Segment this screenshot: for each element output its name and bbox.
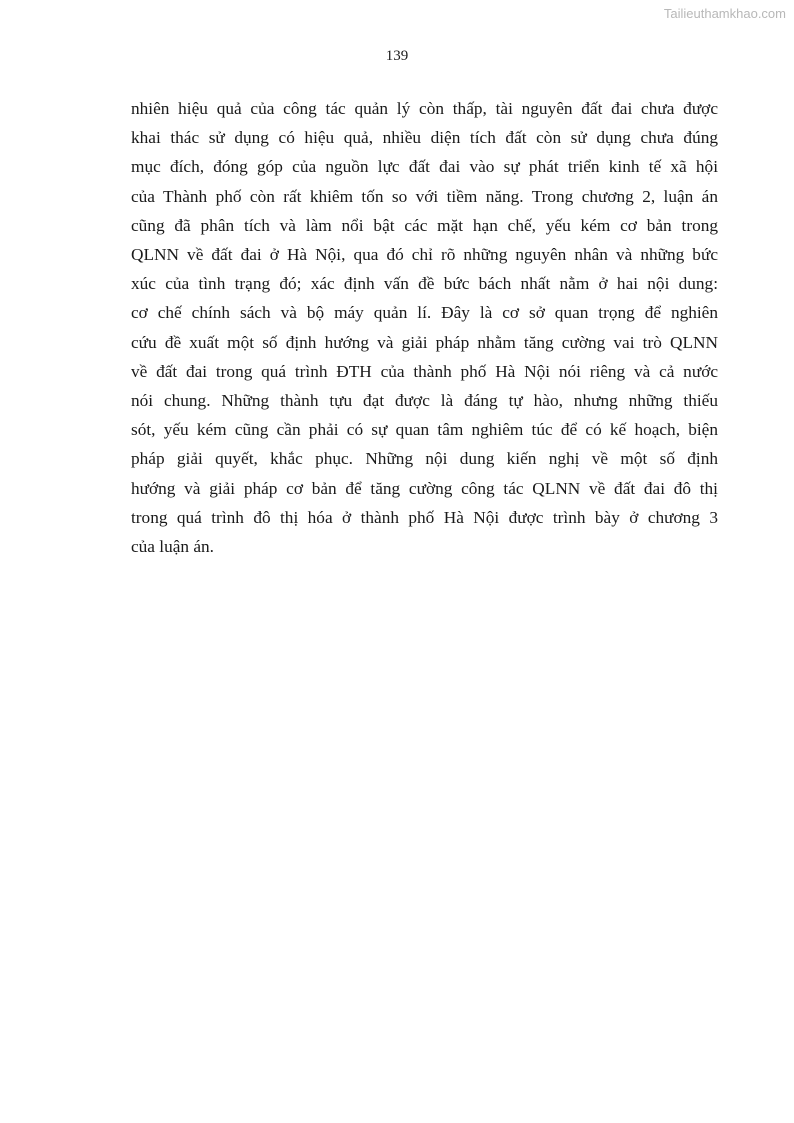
- text-line: nói chung. Những thành tựu đạt được là đáng tự hào, nhưng những thiếu: [131, 391, 718, 411]
- text-line: hướng và giải pháp cơ bản để tăng cường công tác QLNN về đất đai đô thị: [131, 478, 718, 498]
- text-line: xúc của tình trạng đó; xác định vấn đề bức bách nhất nằm ở hai nội dung:: [131, 274, 718, 294]
- watermark: Tailieuthamkhao.com: [663, 6, 786, 21]
- text-line: khai thác sử dụng có hiệu quả, nhiều diện tích đất còn sử dụng chưa đúng: [131, 128, 718, 148]
- body-paragraph: [131, 94, 718, 561]
- text-line: của luận án.: [131, 537, 215, 557]
- text-line: cứu đề xuất một số định hướng và giải pháp nhằm tăng cường vai trò QLNN: [131, 332, 718, 352]
- page-number: 139: [385, 48, 409, 64]
- text-line: sót, yếu kém cũng cần phải có sự quan tâm nghiêm túc để có kế hoạch, biện: [131, 420, 718, 440]
- text-line: trong quá trình đô thị hóa ở thành phố Hà Nội được trình bày ở chương 3: [131, 507, 718, 527]
- text-line: cơ chế chính sách và bộ máy quản lí. Đây là cơ sở quan trọng để nghiên: [131, 303, 718, 323]
- text-line: nhiên hiệu quả của công tác quản lý còn thấp, tài nguyên đất đai chưa được: [131, 99, 718, 118]
- text-line: về đất đai trong quá trình ĐTH của thành phố Hà Nội nói riêng và cả nước: [131, 361, 718, 381]
- text-line: pháp giải quyết, khắc phục. Những nội dung kiến nghị về một số định: [131, 449, 718, 469]
- text-line: cũng đã phân tích và làm nổi bật các mặt hạn chế, yếu kém cơ bản trong: [131, 215, 718, 235]
- text-line: mục đích, đóng góp của nguồn lực đất đai vào sự phát triển kinh tế xã hội: [131, 157, 718, 177]
- text-line: của Thành phố còn rất khiêm tốn so với tiềm năng. Trong chương 2, luận án: [131, 186, 718, 206]
- text-line: QLNN về đất đai ở Hà Nội, qua đó chỉ rõ những nguyên nhân và những bức: [131, 245, 718, 265]
